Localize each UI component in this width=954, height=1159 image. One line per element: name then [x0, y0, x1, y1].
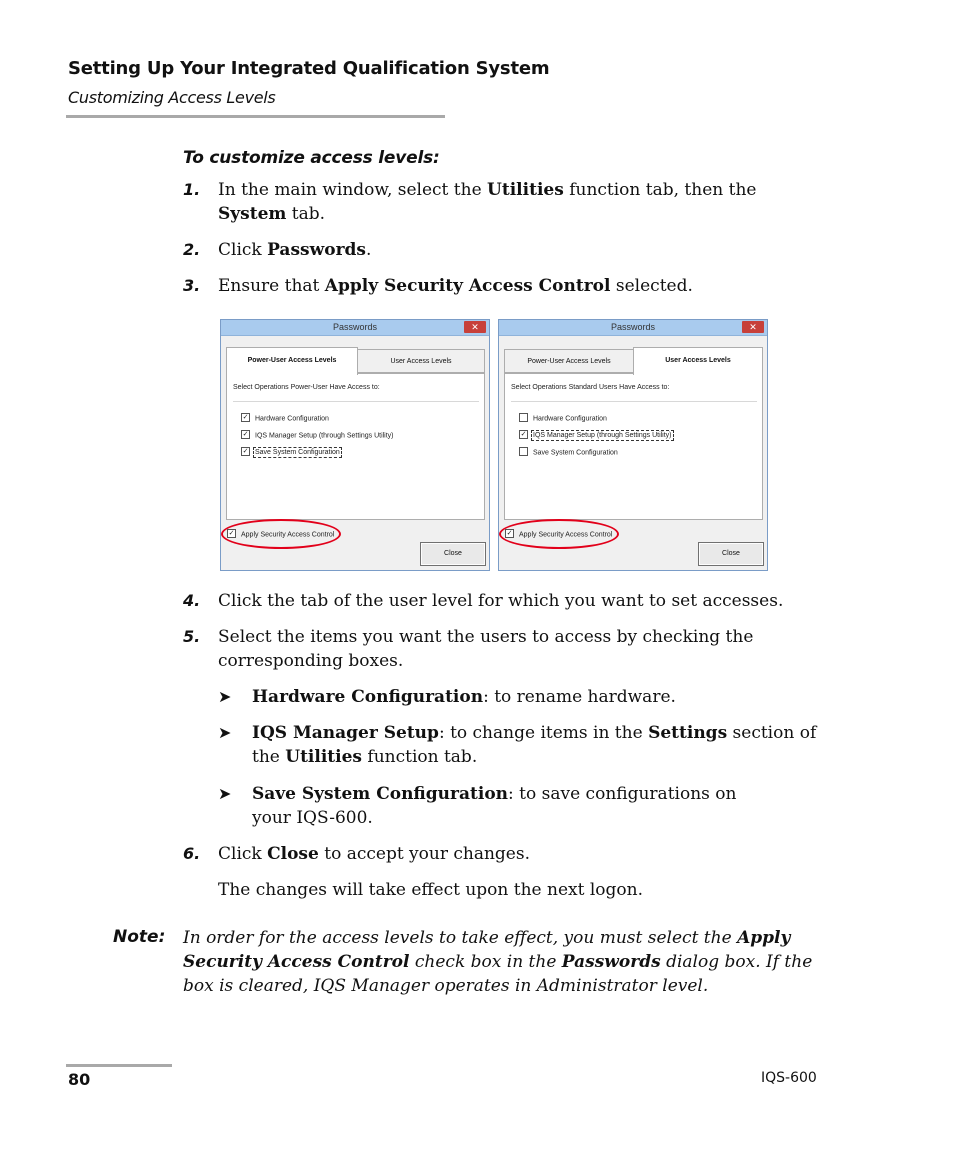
highlight-oval	[499, 519, 619, 549]
step-number: 5.	[183, 627, 201, 646]
note-label: Note:	[113, 927, 166, 947]
dialog-title-bar	[221, 320, 489, 336]
step-text: Click Close to accept your changes.	[218, 844, 530, 864]
page-header-title: Setting Up Your Integrated Qualification System	[68, 58, 550, 79]
passwords-dialog-power-user	[220, 319, 490, 571]
checkbox-icon[interactable]	[519, 447, 528, 456]
procedure-title: To customize access levels:	[183, 148, 440, 168]
checkbox-hardware-configuration[interactable]	[241, 414, 329, 424]
panel-label: Select Operations Standard Users Have Access to:	[511, 384, 670, 391]
checkbox-icon[interactable]: ✓	[506, 530, 513, 537]
checkbox-label: Hardware Configuration	[255, 415, 329, 423]
checkbox-icon[interactable]: ✓	[520, 431, 527, 438]
tab-user-access-levels[interactable]: User Access Levels	[357, 349, 485, 373]
bullet-text: Hardware Configuration: to rename hardware.	[252, 687, 676, 707]
step-number: 3.	[183, 276, 201, 295]
step-number: 2.	[183, 240, 201, 259]
page-header-subtitle: Customizing Access Levels	[68, 88, 276, 107]
close-icon[interactable]: ✕	[464, 321, 486, 333]
checkbox-icon[interactable]: ✓	[242, 431, 249, 438]
arrow-bullet-icon: ➤	[218, 784, 232, 803]
checkbox-label: IQS Manager Setup (through Settings Utility)	[533, 432, 672, 440]
step-text: In the main window, select the Utilities function tab, then the System tab.	[218, 180, 757, 224]
checkbox-iqs-manager-setup[interactable]	[241, 431, 394, 441]
checkbox-icon[interactable]: ✓	[242, 414, 249, 421]
checkbox-iqs-manager-setup[interactable]	[519, 431, 672, 441]
step-number: 6.	[183, 844, 201, 863]
step-text: Select the items you want the users to access by checking the corresponding boxes.	[218, 627, 754, 671]
checkbox-label: Apply Security Access Control	[519, 531, 613, 539]
close-button[interactable]: Close	[420, 542, 486, 566]
step-text: Click Passwords.	[218, 240, 372, 260]
checkbox-save-system-configuration[interactable]	[519, 448, 618, 458]
passwords-dialog-user	[498, 319, 768, 571]
tab-user-access-levels[interactable]: User Access Levels	[633, 347, 763, 375]
checkbox-label: Save System Configuration	[255, 449, 340, 457]
panel-label: Select Operations Power-User Have Access to:	[233, 384, 380, 391]
step-text: Ensure that Apply Security Access Control selected.	[218, 276, 693, 296]
panel-separator	[511, 401, 757, 402]
checkbox-label: Hardware Configuration	[533, 415, 607, 423]
checkbox-hardware-configuration[interactable]	[519, 414, 607, 424]
access-panel	[504, 373, 763, 520]
checkbox-icon[interactable]: ✓	[242, 448, 249, 455]
checkbox-save-system-configuration[interactable]	[241, 448, 340, 458]
checkbox-icon[interactable]	[519, 413, 528, 422]
dialog-title-bar	[499, 320, 767, 336]
tab-power-user-access-levels[interactable]: Power-User Access Levels	[226, 347, 358, 375]
step-number: 4.	[183, 591, 201, 610]
checkbox-icon[interactable]: ✓	[228, 530, 235, 537]
step-text: Click the tab of the user level for which you want to set accesses.	[218, 591, 784, 611]
step-followup-text: The changes will take effect upon the next logon.	[218, 880, 643, 900]
footer-rule	[66, 1064, 172, 1067]
arrow-bullet-icon: ➤	[218, 687, 232, 706]
checkbox-label: Apply Security Access Control	[241, 531, 335, 539]
arrow-bullet-icon: ➤	[218, 723, 232, 742]
checkbox-label: IQS Manager Setup (through Settings Utility)	[255, 432, 394, 440]
close-button[interactable]: Close	[698, 542, 764, 566]
bullet-text: Save System Configuration: to save configurations on your IQS-600.	[252, 784, 737, 828]
note-text: In order for the access levels to take effect, you must select the Apply Security Access Control check box in the Passwords dialog box. If the box is cleared, IQS Manager operates in Administrator level.	[183, 928, 813, 996]
dialog-title: Passwords	[610, 322, 655, 332]
highlight-oval	[221, 519, 341, 549]
access-panel	[226, 373, 485, 520]
close-icon[interactable]: ✕	[742, 321, 764, 333]
header-rule	[66, 115, 445, 118]
panel-separator	[233, 401, 479, 402]
tab-power-user-access-levels[interactable]: Power-User Access Levels	[504, 349, 634, 373]
page-number: 80	[68, 1070, 91, 1089]
product-name: IQS-600	[761, 1070, 817, 1086]
step-number: 1.	[183, 180, 201, 199]
dialog-title: Passwords	[332, 322, 377, 332]
checkbox-label: Save System Configuration	[533, 449, 618, 457]
bullet-text: IQS Manager Setup: to change items in the Settings section of the Utilities function tab.	[252, 723, 817, 767]
